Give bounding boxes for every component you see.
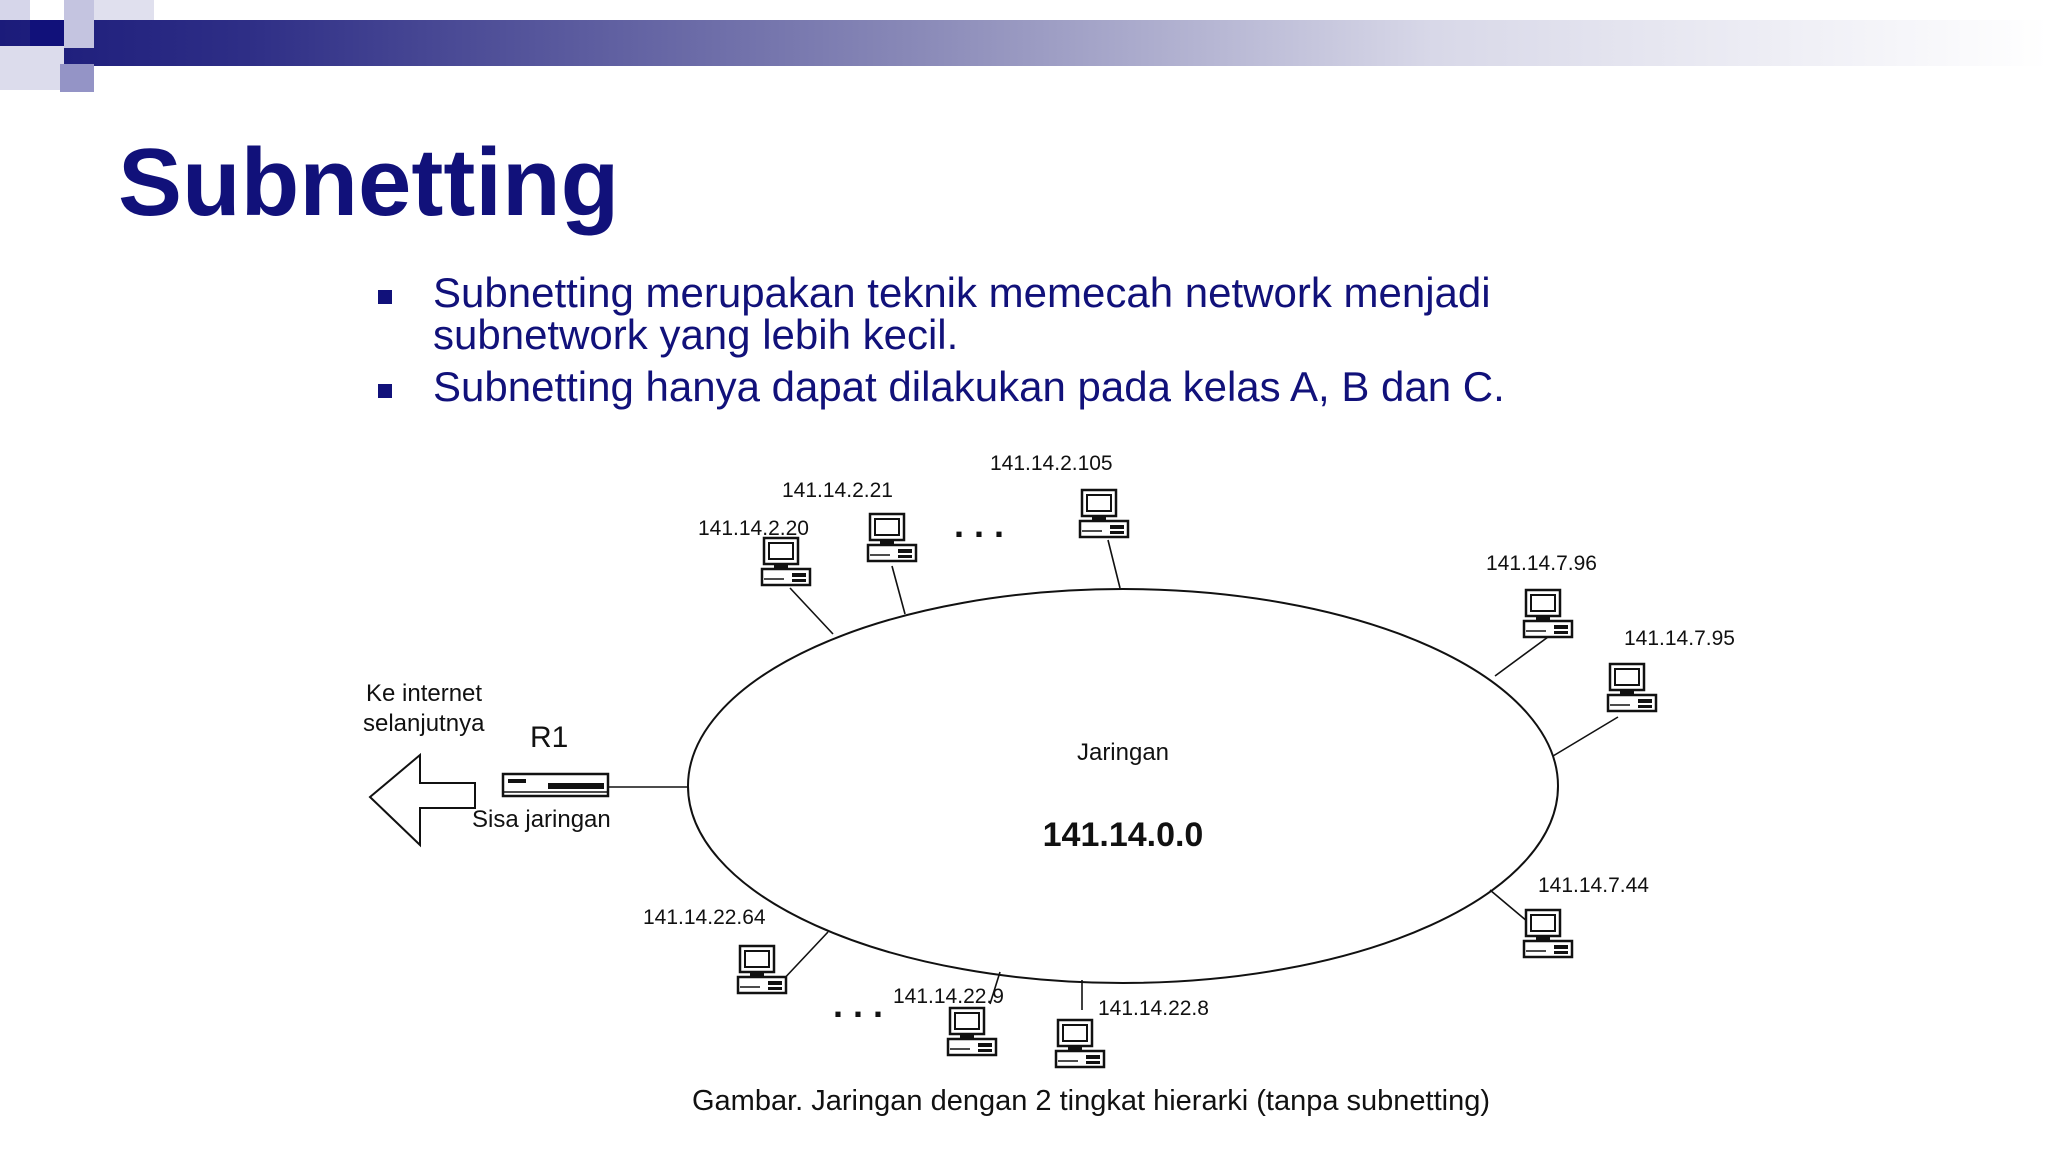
computer-icon (1524, 590, 1572, 637)
computer-icon (762, 538, 810, 585)
host-ip-label: 141.14.7.95 (1624, 627, 1735, 650)
internet-label: selanjutnya (363, 710, 485, 737)
link-line (780, 932, 828, 983)
router-label: R1 (530, 721, 569, 754)
network-address: 141.14.0.0 (1042, 816, 1204, 854)
computer-icon (1608, 664, 1656, 711)
bullet-text: Subnetting hanya dapat dilakukan pada kelas A, B dan C. (433, 363, 1505, 410)
link-line (1495, 637, 1548, 676)
internet-label: Ke internet (366, 680, 483, 707)
figure-caption: Gambar. Jaringan dengan 2 tingkat hierarki (tanpa subnetting) (692, 1085, 1490, 1117)
computer-icon (1080, 490, 1128, 537)
router-icon (503, 774, 608, 796)
computer-icon (1524, 910, 1572, 957)
host-ip-label: 141.14.2.21 (782, 479, 893, 502)
host-ip-label: 141.14.7.44 (1538, 874, 1649, 897)
ellipsis-marker: . . . (954, 504, 1005, 545)
host-ip-label: 141.14.7.96 (1486, 552, 1597, 575)
computer-icon (948, 1008, 996, 1055)
host-ip-label: 141.14.22.8 (1098, 997, 1209, 1020)
slide-title: Subnetting (118, 129, 620, 236)
computer-icon (738, 946, 786, 993)
computer-icon (1056, 1020, 1104, 1067)
link-line (1108, 540, 1120, 588)
host-ip-label: 141.14.2.20 (698, 517, 809, 540)
link-line (892, 566, 905, 614)
link-line (790, 588, 833, 634)
ellipsis-marker: . . . (833, 984, 884, 1025)
host-ip-label: 141.14.22.9 (893, 985, 1004, 1008)
outbound-arrow-icon (370, 755, 475, 845)
host-ip-label: 141.14.22.64 (643, 906, 766, 929)
link-line (1553, 717, 1618, 756)
computer-icon (868, 514, 916, 561)
bullet-text: Subnetting merupakan teknik memecah network menjadi subnetwork yang lebih kecil. (433, 269, 1491, 358)
host-ip-label: 141.14.2.105 (990, 452, 1113, 475)
network-ring (688, 589, 1558, 983)
network-label: Jaringan (1076, 739, 1170, 766)
router-sublabel: Sisa jaringan (472, 806, 611, 833)
